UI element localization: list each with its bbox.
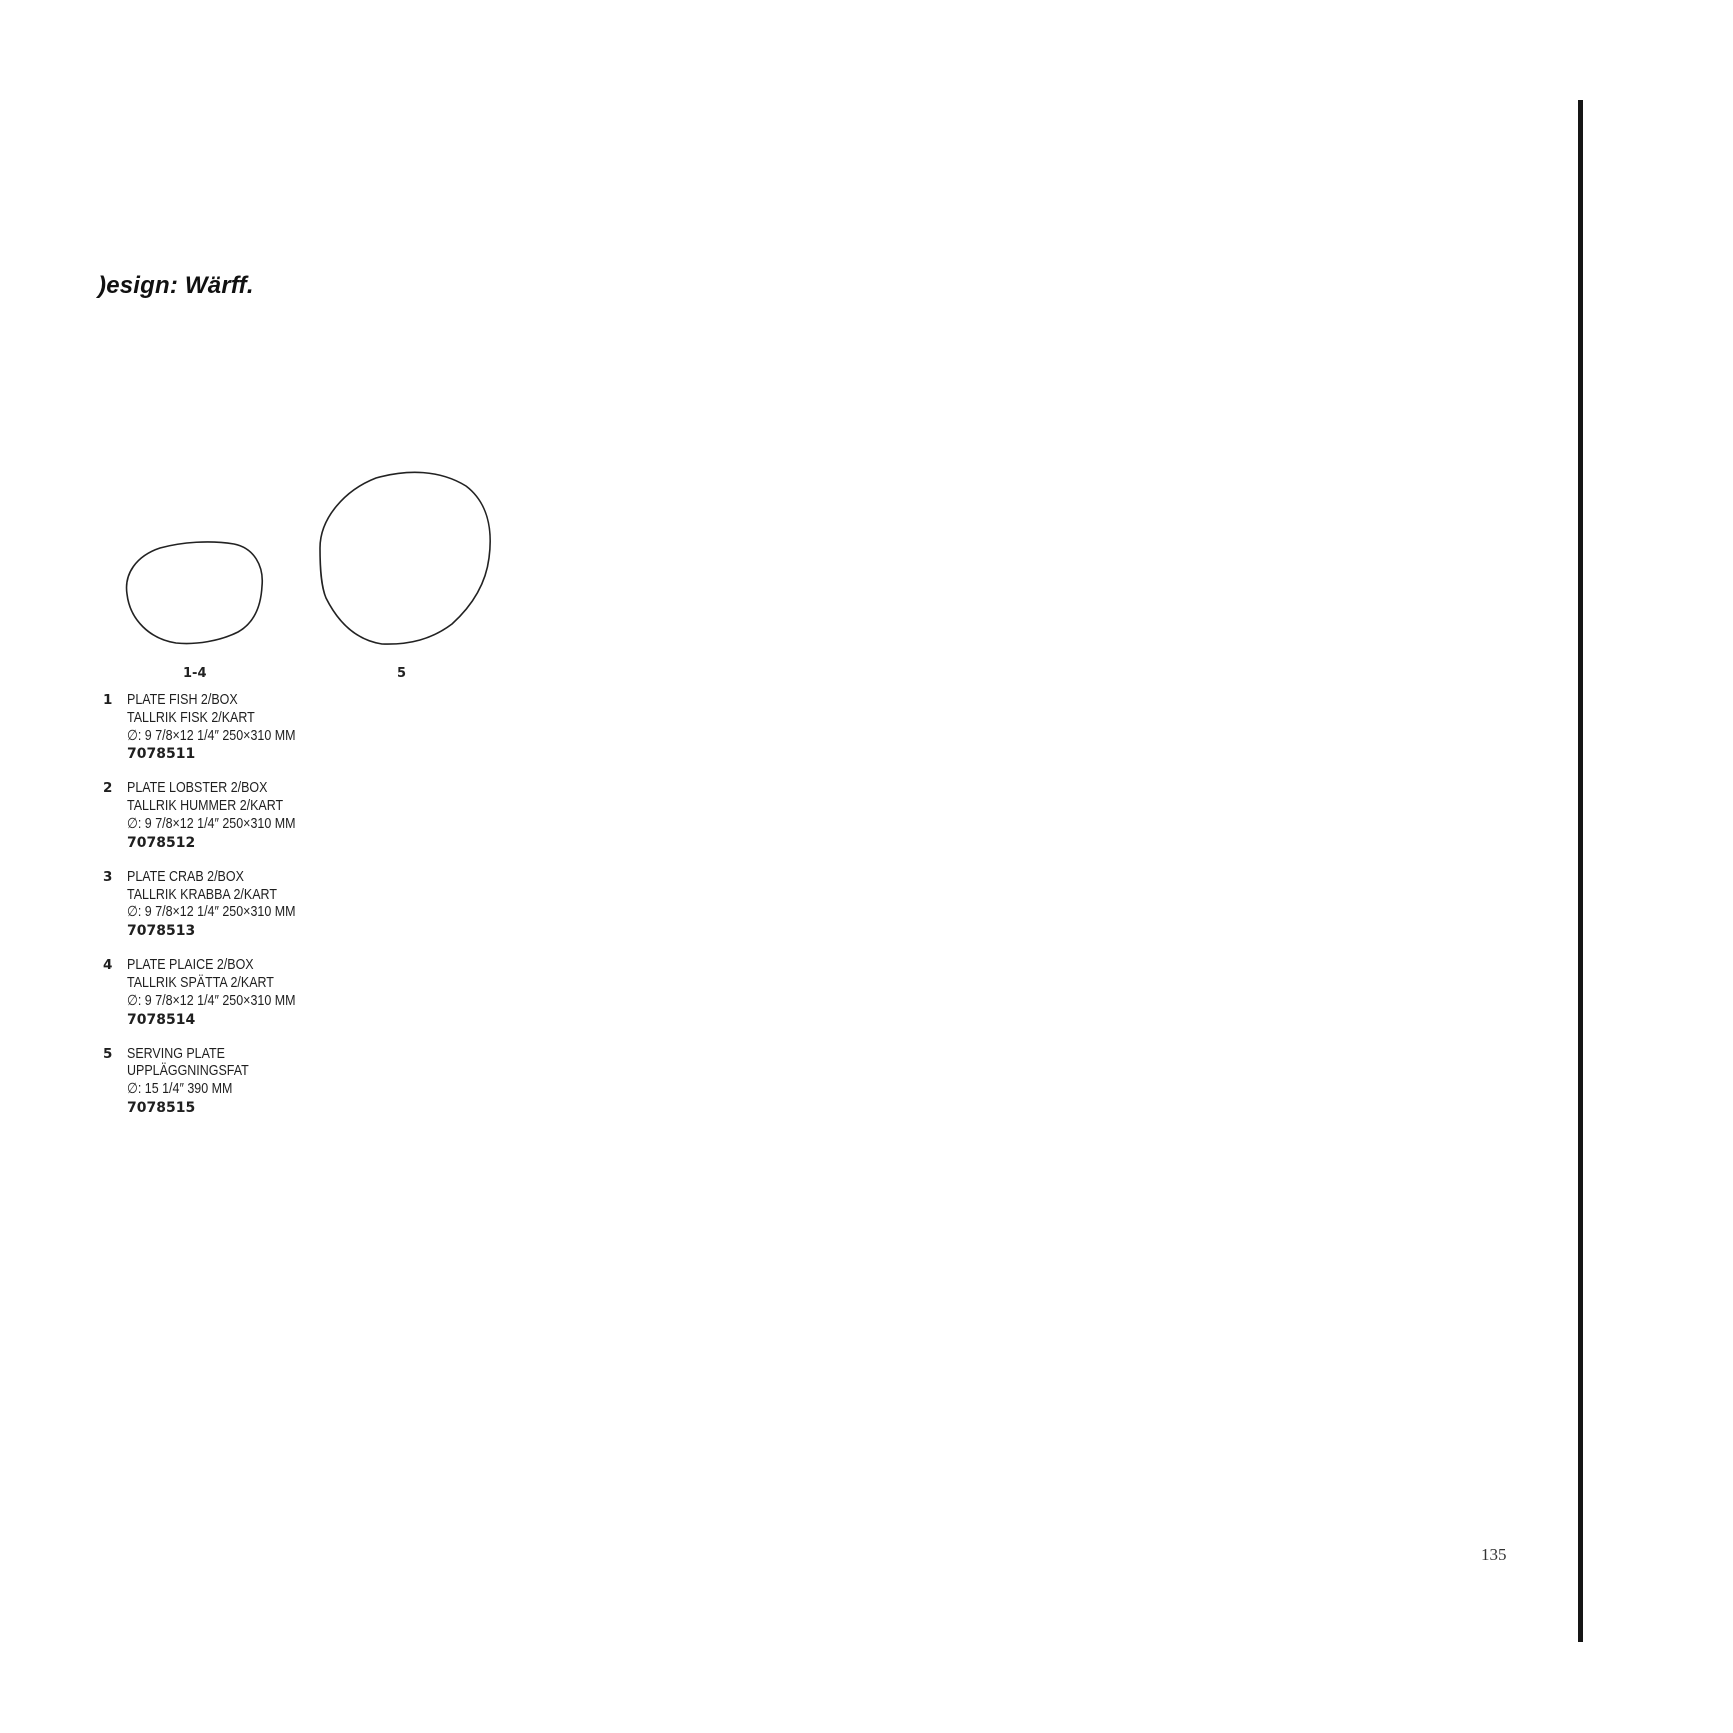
- item-dimensions: ∅: 15 1/4″ 390 MM: [127, 1081, 233, 1098]
- round-plate-outline: [320, 472, 490, 644]
- item-name-sv: TALLRIK FISK 2/KART: [127, 709, 255, 726]
- item-name-en: SERVING PLATE: [127, 1045, 225, 1062]
- item-article-code: 7078515: [127, 1099, 196, 1116]
- item-dimensions: ∅: 9 7/8×12 1/4″ 250×310 MM: [127, 815, 296, 832]
- item-article-code: 7078514: [127, 1011, 196, 1028]
- item-name-sv: TALLRIK SPÄTTA 2/KART: [127, 974, 274, 991]
- item-number: 1: [103, 692, 113, 708]
- item-article-code: 7078511: [127, 746, 196, 763]
- item-name-en: PLATE FISH 2/BOX: [127, 692, 238, 708]
- page-number: 135: [1481, 1545, 1507, 1564]
- item-number: 2: [103, 780, 113, 797]
- item-number: 5: [103, 1045, 113, 1062]
- item-name-en: PLATE PLAICE 2/BOX: [127, 957, 254, 974]
- page-binding-edge: [1578, 100, 1583, 1642]
- product-list: [100, 692, 440, 1134]
- item-article-code: 7078512: [127, 834, 196, 851]
- oval-plates-label: 1-4: [183, 666, 207, 681]
- item-dimensions: ∅: 9 7/8×12 1/4″ 250×310 MM: [127, 727, 296, 744]
- product-item: [100, 780, 440, 851]
- item-number: 3: [103, 868, 113, 885]
- item-article-code: 7078513: [127, 923, 196, 940]
- item-name-sv: UPPLÄGGNINGSFAT: [127, 1063, 249, 1080]
- item-name-en: PLATE CRAB 2/BOX: [127, 868, 244, 885]
- product-item: [100, 1046, 440, 1117]
- item-name-sv: TALLRIK KRABBA 2/KART: [127, 886, 277, 903]
- item-name-sv: TALLRIK HUMMER 2/KART: [127, 798, 284, 815]
- product-item: [100, 869, 440, 940]
- product-item: [100, 692, 440, 763]
- plate-outlines: [0, 0, 600, 700]
- item-dimensions: ∅: 9 7/8×12 1/4″ 250×310 MM: [127, 992, 296, 1009]
- item-dimensions: ∅: 9 7/8×12 1/4″ 250×310 MM: [127, 904, 296, 921]
- product-item: [100, 957, 440, 1028]
- serving-plate-label: 5: [397, 666, 407, 681]
- designer-heading: )esign: Wärff.: [98, 272, 254, 299]
- item-name-en: PLATE LOBSTER 2/BOX: [127, 780, 268, 797]
- item-number: 4: [103, 957, 113, 974]
- oval-plate-outline: [127, 542, 263, 644]
